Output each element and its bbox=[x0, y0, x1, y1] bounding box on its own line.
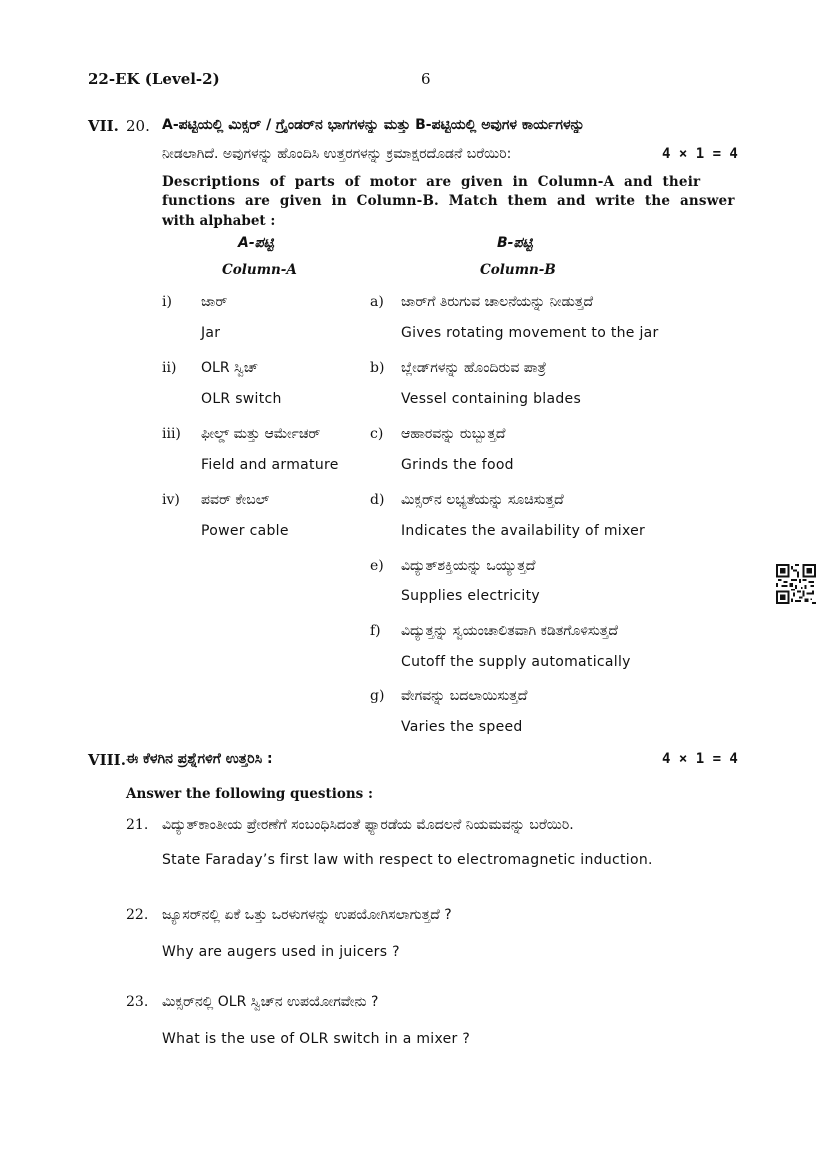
column-a-item-kannada: ಜಾರ್ bbox=[201, 294, 228, 310]
question-22-kannada: ಜ್ಯೂಸರ್‌ನಲ್ಲಿ ಏಕೆ ಒತ್ತು ಒರಳುಗಳನ್ನು ಉಪಯೋಗಿಸಲಾಗುತ್ತದೆ ? bbox=[162, 907, 452, 923]
column-b-label: c) bbox=[370, 426, 384, 442]
question-21-number: 21. bbox=[126, 817, 149, 833]
column-a-label: iv) bbox=[162, 492, 180, 508]
question-20-english-line1: Descriptions of parts of motor are given in Column-A and their bbox=[162, 174, 701, 190]
question-23-english: What is the use of OLR switch in a mixer ? bbox=[162, 1031, 471, 1047]
column-b-item-english: Supplies electricity bbox=[401, 588, 540, 604]
column-b-kannada-heading: B-ಪಟ್ಟಿ bbox=[497, 235, 533, 251]
question-20-english-line3: with alphabet : bbox=[162, 213, 276, 229]
column-b-item-kannada: ವಿದ್ಯುತ್ತನ್ನು ಸ್ವಯಂಚಾಲಿತವಾಗಿ ಕಡಿತಗೊಳಿಸುತ್ತದೆ bbox=[401, 623, 618, 639]
column-b-item-english: Indicates the availability of mixer bbox=[401, 523, 646, 539]
question-20-number: 20. bbox=[126, 117, 150, 135]
column-b-label: a) bbox=[370, 294, 384, 310]
column-a-item-english: Jar bbox=[201, 325, 221, 341]
question-22-english: Why are augers used in juicers ? bbox=[162, 944, 400, 960]
column-b-label: f) bbox=[370, 623, 381, 639]
column-a-kannada-heading: A-ಪಟ್ಟಿ bbox=[238, 235, 274, 251]
column-b-item-kannada: ವೇಗವನ್ನು ಬದಲಾಯಿಸುತ್ತದೆ bbox=[401, 688, 528, 704]
column-b-item-english: Gives rotating movement to the jar bbox=[401, 325, 659, 341]
column-b-label: e) bbox=[370, 558, 384, 574]
column-b-label: b) bbox=[370, 360, 385, 376]
column-b-item-kannada: ಬ್ಲೇಡ್‌ಗಳನ್ನು ಹೊಂದಿರುವ ಪಾತ್ರೆ bbox=[401, 360, 547, 376]
question-23-number: 23. bbox=[126, 994, 149, 1010]
column-a-label: ii) bbox=[162, 360, 177, 376]
column-a-item-kannada: ಪವರ್ ಕೇಬಲ್ bbox=[201, 492, 270, 508]
qr-code-icon bbox=[776, 564, 816, 604]
column-b-label: g) bbox=[370, 688, 385, 704]
column-a-label: iii) bbox=[162, 426, 181, 442]
column-a-heading: Column-A bbox=[222, 262, 297, 278]
question-21-kannada: ವಿದ್ಯುತ್‌ಕಾಂತೀಯ ಪ್ರೇರಣೆಗೆ ಸಂಬಂಧಿಸಿದಂತೆ ಫ್ಯಾರಡೆಯ ಮೊದಲನೆ ನಿಯಮವನ್ನು ಬರೆಯಿರಿ. bbox=[162, 817, 574, 833]
section-viii-kannada-heading: ಈ ಕೆಳಗಿನ ಪ್ರಶ್ನೆಗಳಿಗೆ ಉತ್ತರಿಸಿ : bbox=[126, 751, 273, 767]
column-b-item-english: Varies the speed bbox=[401, 719, 523, 735]
column-a-item-english: Field and armature bbox=[201, 457, 339, 473]
section-viii-number: VIII. bbox=[88, 751, 126, 769]
section-vii-number: VII. bbox=[88, 117, 119, 135]
question-20-kannada-line2: ನೀಡಲಾಗಿದೆ. ಅವುಗಳನ್ನು ಹೊಂದಿಸಿ ಉತ್ತರಗಳನ್ನು ಕ್ರಮಾಕ್ಷರದೊಡನೆ ಬರೆಯಿರಿ: bbox=[162, 146, 512, 162]
column-b-label: d) bbox=[370, 492, 385, 508]
section-viii-marks: 4 × 1 = 4 bbox=[662, 751, 738, 767]
paper-code: 22-EK (Level-2) bbox=[88, 70, 220, 88]
question-20-marks: 4 × 1 = 4 bbox=[662, 146, 738, 162]
question-20-english-line2: functions are given in Column-B. Match them and write the answer bbox=[162, 193, 735, 209]
column-a-item-kannada: OLR ಸ್ವಿಚ್ bbox=[201, 360, 259, 376]
column-b-item-kannada: ಜಾರ್‌ಗೆ ತಿರುಗುವ ಚಾಲನೆಯನ್ನು ನೀಡುತ್ತದೆ bbox=[401, 294, 594, 310]
column-b-heading: Column-B bbox=[480, 262, 556, 278]
column-b-item-kannada: ವಿದ್ಯುತ್‌ಶಕ್ತಿಯನ್ನು ಒಯ್ಯುತ್ತದೆ bbox=[401, 558, 536, 574]
column-b-item-english: Vessel containing blades bbox=[401, 391, 582, 407]
question-23-kannada: ಮಿಕ್ಸರ್‌ನಲ್ಲಿ OLR ಸ್ವಿಚ್‌ನ ಉಪಯೋಗವೇನು ? bbox=[162, 994, 379, 1010]
column-b-item-kannada: ಮಿಕ್ಸರ್‌ನ ಲಭ್ಯತೆಯನ್ನು ಸೂಚಿಸುತ್ತದೆ bbox=[401, 492, 564, 508]
column-a-label: i) bbox=[162, 294, 172, 310]
column-a-item-english: OLR switch bbox=[201, 391, 282, 407]
question-20-kannada-line1: A-ಪಟ್ಟಿಯಲ್ಲಿ ಮಿಕ್ಸರ್ / ಗ್ರೈಂಡರ್‌ನ ಭಾಗಗಳನ್ನು ಮತ್ತು B-ಪಟ್ಟಿಯಲ್ಲಿ ಅವುಗಳ ಕಾರ್ಯಗಳನ್ನು bbox=[162, 117, 585, 133]
column-a-item-english: Power cable bbox=[201, 523, 289, 539]
column-b-item-english: Cutoff the supply automatically bbox=[401, 654, 631, 670]
question-21-english: State Faraday’s first law with respect to electromagnetic induction. bbox=[162, 852, 653, 868]
section-viii-english-heading: Answer the following questions : bbox=[126, 786, 373, 802]
question-22-number: 22. bbox=[126, 907, 149, 923]
column-b-item-kannada: ಆಹಾರವನ್ನು ರುಬ್ಬುತ್ತದೆ bbox=[401, 426, 506, 442]
page-number: 6 bbox=[421, 70, 431, 88]
column-a-item-kannada: ಫೀಲ್ಡ್ ಮತ್ತು ಆರ್ಮೇಚರ್ bbox=[201, 426, 321, 442]
column-b-item-english: Grinds the food bbox=[401, 457, 514, 473]
